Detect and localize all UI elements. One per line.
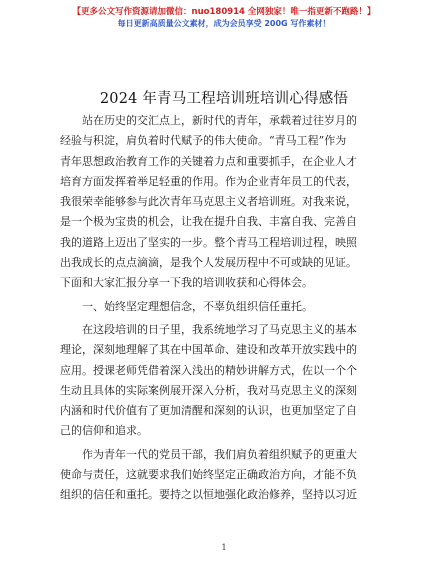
- text-line: 我很荣幸能够参与此次青年马克思主义者培训班。对我来说，: [60, 195, 357, 209]
- text-line: 站在历史的交汇点上，新时代的青年，承载着过往岁月的: [82, 114, 357, 127]
- promo-banner-line-1: 【更多公文写作资源请加微信：nuo180914 全网独家！唯一指更新不跑路！】: [72, 7, 376, 17]
- paragraph-theory: [60, 320, 387, 442]
- text-line: 我的道路上迈出了坚实的一步。整个青马工程培训过程，映照: [60, 235, 357, 249]
- text-line: 出我成长的点点滴滴，是我个人发展历程中不可或缺的见证。: [60, 256, 357, 270]
- text-line: 组织的信任和重托。要持之以恒地强化政治修养，坚持以习近: [60, 488, 357, 502]
- paragraph-mission: [60, 445, 387, 506]
- document-title: 2024 年青马工程培训班培训心得感悟: [99, 91, 349, 107]
- text-line: 一、始终坚定理想信念，不辜负组织信任重托。: [82, 299, 313, 313]
- text-line: 经验与积淀，肩负着时代赋予的伟大使命。“青马工程”作为: [60, 134, 347, 148]
- text-line: 生动且具体的实际案例展开深入分析，我对马克思主义的深刻: [60, 383, 357, 397]
- section-heading-1: [60, 297, 387, 317]
- text-line: 培育方面发挥着举足轻重的作用。作为企业青年员工的代表，: [60, 174, 357, 188]
- promo-banner-line-2: 每日更新高质量公文素材，成为会员享受 200G 写作素材！: [117, 19, 331, 28]
- promo-banner: [0, 6, 448, 30]
- text-line: 应用。授课老师凭借着深入浅出的精妙讲解方式，佐以一个个: [60, 363, 357, 377]
- paragraph-intro: [60, 111, 387, 294]
- text-line: 使命与责任，这就要求我们始终坚定正确政治方向，才能不负: [60, 468, 357, 482]
- text-line: 下面和大家汇报分享一下我的培训收获和心得体会。: [60, 276, 313, 290]
- text-line: 己的信仰和追求。: [60, 424, 148, 438]
- text-line: 青年思想政治教育工作的关键着力点和重要抓手，在企业人才: [60, 154, 357, 168]
- text-line: 内涵和时代价值有了更加清醒和深刻的认识，也更加坚定了自: [60, 404, 357, 418]
- page-number: 1: [221, 543, 227, 552]
- text-line: 是一个极为宝贵的机会，让我在提升自我、丰富自我、完善自: [60, 215, 357, 229]
- text-line: 在这段培训的日子里，我系统地学习了马克思主义的基本: [82, 322, 357, 336]
- text-line: 理论，深刻地理解了其在中国革命、建设和改革开放实践中的: [60, 343, 357, 357]
- text-line: 作为青年一代的党员干部，我们肩负着组织赋予的更重大: [82, 447, 357, 461]
- document-body: [60, 111, 387, 506]
